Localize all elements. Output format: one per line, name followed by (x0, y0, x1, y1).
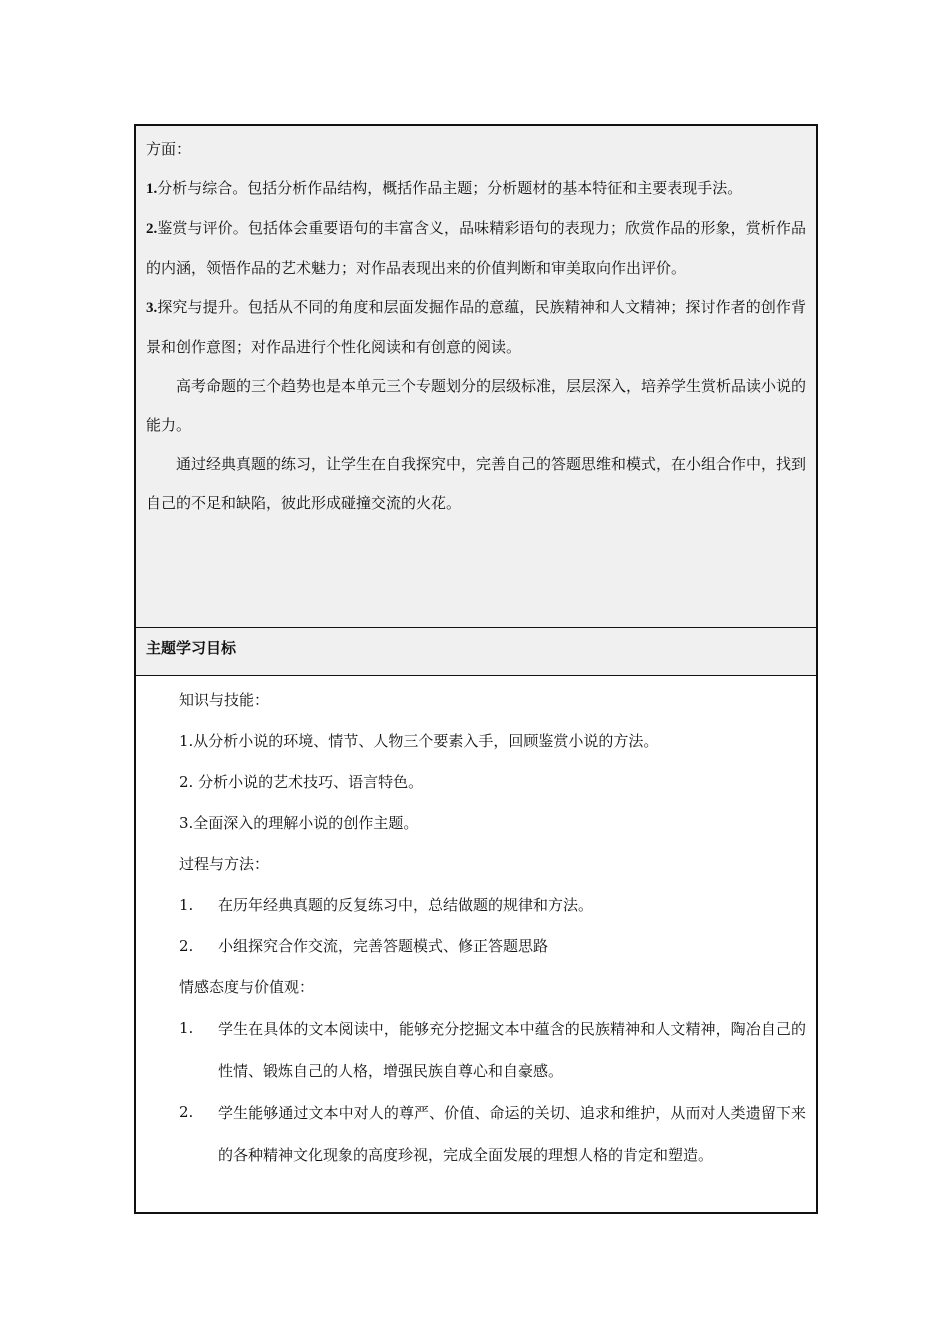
intro-point-2 (146, 209, 806, 288)
process-item-2 (146, 926, 806, 967)
item-number: 2. (179, 937, 194, 955)
objectives-cell (136, 676, 816, 1212)
intro-lead: 方面： (146, 140, 192, 158)
point-text: 鉴赏与评价。包括体会重要语句的丰富含义，品味精彩语句的表现力；欣赏作品的形象，赏析作品的内涵，领悟作品的艺术魅力；对作品表现出来的价值判断和审美取向作出评价。 (146, 219, 806, 277)
item-text: 在历年经典真题的反复练习中，总结做题的规律和方法。 (218, 896, 594, 914)
item-text: 学生能够通过文本中对人的尊严、价值、命运的关切、追求和维护，从而对人类遗留下来的各种精神文化现象的高度珍视，完成全面发展的理想人格的肯定和塑造。 (218, 1104, 806, 1164)
exam-analysis-cell (136, 126, 816, 628)
lesson-plan-table (134, 124, 818, 1214)
item-number: 1. (179, 1019, 194, 1037)
emotion-item-1 (146, 1008, 806, 1092)
item-number: 2. (179, 1103, 194, 1121)
knowledge-title: 知识与技能： (179, 691, 270, 709)
process-title: 过程与方法： (179, 855, 270, 873)
point-number: 2. (146, 221, 158, 237)
process-item-1 (146, 885, 806, 926)
item-text: 学生在具体的文本阅读中，能够充分挖掘文本中蕴含的民族精神和人文精神，陶冶自己的性情、锻炼自己的人格，增强民族自尊心和自豪感。 (218, 1020, 806, 1080)
intro-point-3 (146, 288, 806, 367)
intro-paragraph-1: 高考命题的三个趋势也是本单元三个专题划分的层级标准，层层深入，培养学生赏析品读小说的能力。 (146, 377, 807, 434)
knowledge-item-1: 1.从分析小说的环境、情节、人物三个要素入手，回顾鉴赏小说的方法。 (179, 732, 659, 750)
point-number: 1. (146, 181, 158, 197)
emotion-item-2 (146, 1092, 806, 1176)
intro-point-1 (146, 169, 806, 209)
knowledge-item-2: 2. 分析小说的艺术技巧、语言特色。 (179, 773, 424, 791)
intro-paragraph-2: 通过经典真题的练习，让学生在自我探究中，完善自己的答题思维和模式，在小组合作中，找到自己的不足和缺陷，彼此形成碰撞交流的火花。 (146, 455, 807, 512)
point-number: 3. (146, 300, 158, 316)
emotion-title: 情感态度与价值观： (179, 978, 315, 996)
item-text: 小组探究合作交流，完善答题模式、修正答题思路 (218, 937, 549, 955)
objectives-header: 主题学习目标 (136, 628, 816, 676)
item-number: 1. (179, 896, 194, 914)
knowledge-item-3: 3.全面深入的理解小说的创作主题。 (179, 814, 419, 832)
point-text: 分析与综合。包括分析作品结构，概括作品主题；分析题材的基本特征和主要表现手法。 (157, 179, 743, 197)
point-text: 探究与提升。包括从不同的角度和层面发掘作品的意蕴，民族精神和人文精神；探讨作者的创作背景和创作意图；对作品进行个性化阅读和有创意的阅读。 (146, 298, 806, 356)
